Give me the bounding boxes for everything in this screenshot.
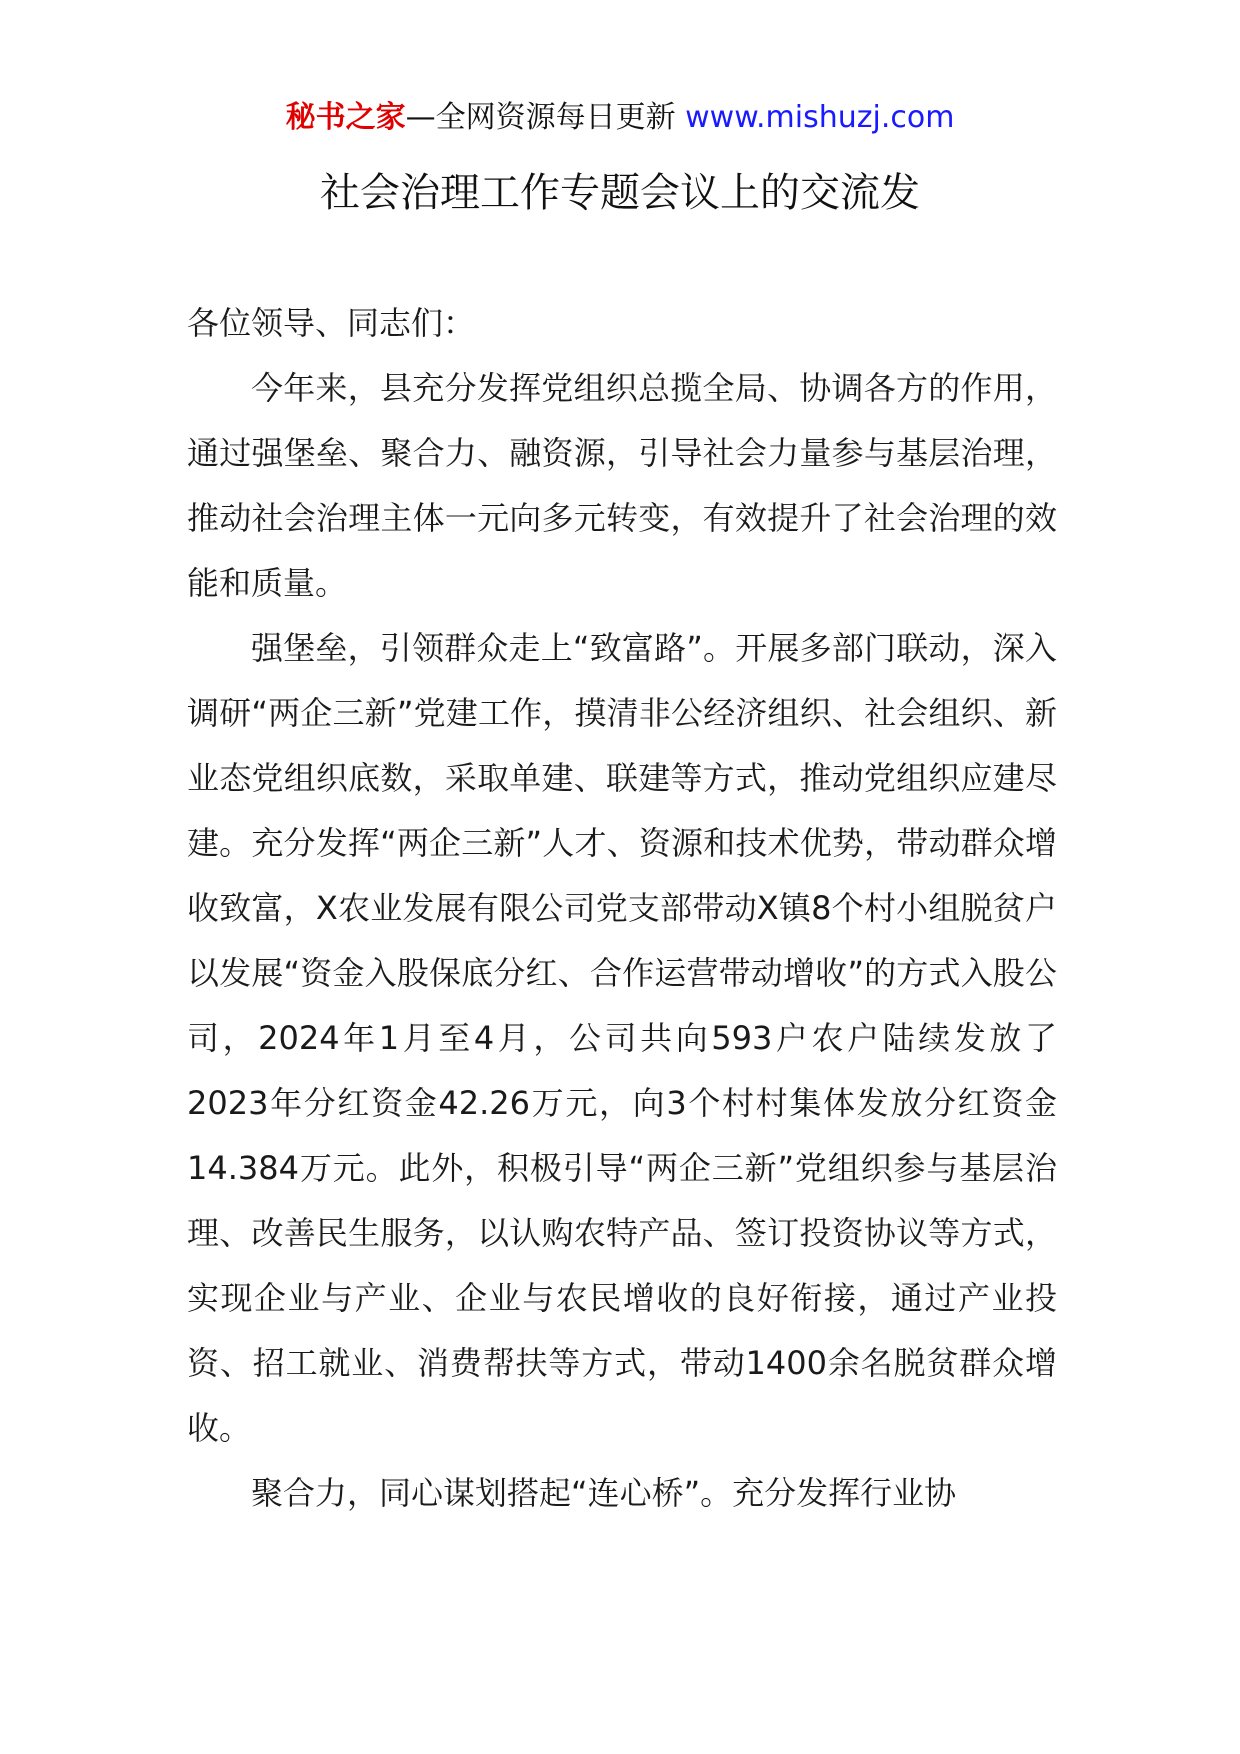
- paragraph-strong-fortress: 强堡垒，引领群众走上“致富路”。开展多部门联动，深入调研“两企三新”党建工作，摸清非公经济组织、社会组织、新业态党组织底数，采取单建、联建等方式，推动党组织应建尽建。充分发挥“两企三新”人才、资源和技术优势，带动群众增收致富，X农业发展有限公司党支部带动X镇8个村小组脱贫户以发展“资金入股保底分红、合作运营带动增收”的方式入股公司，2024年1月至4月，公司共向593户农户陆续发放了2023年分红资金42.26万元，向3个村村集体发放分红资金14.384万元。此外，积极引导“两企三新”党组织参与基层治理、改善民生服务，以认购农特产品、签订投资协议等方式，实现企业与产业、企业与农民增收的良好衔接，通过产业投资、招工就业、消费帮扶等方式，带动1400余名脱贫群众增收。: [187, 629, 1057, 1447]
- greeting: 各位领导、同志们：: [187, 304, 476, 342]
- paragraph-intro: 今年来，县充分发挥党组织总揽全局、协调各方的作用，通过强堡垒、聚合力、融资源，引导社会力量参与基层治理，推动社会治理主体一元向多元转变，有效提升了社会治理的效能和质量。: [187, 369, 1057, 602]
- header-tagline: —全网资源每日更新: [405, 100, 686, 135]
- site-header: [0, 98, 1240, 138]
- brand-name: 秘书之家: [285, 100, 406, 135]
- document-body: [187, 291, 1057, 1526]
- site-url-link[interactable]: www.mishuzj.com: [685, 100, 955, 135]
- document-title: 社会治理工作专题会议上的交流发: [320, 170, 920, 216]
- paragraph-gather-forces: 聚合力，同心谋划搭起“连心桥”。充分发挥行业协: [251, 1474, 957, 1512]
